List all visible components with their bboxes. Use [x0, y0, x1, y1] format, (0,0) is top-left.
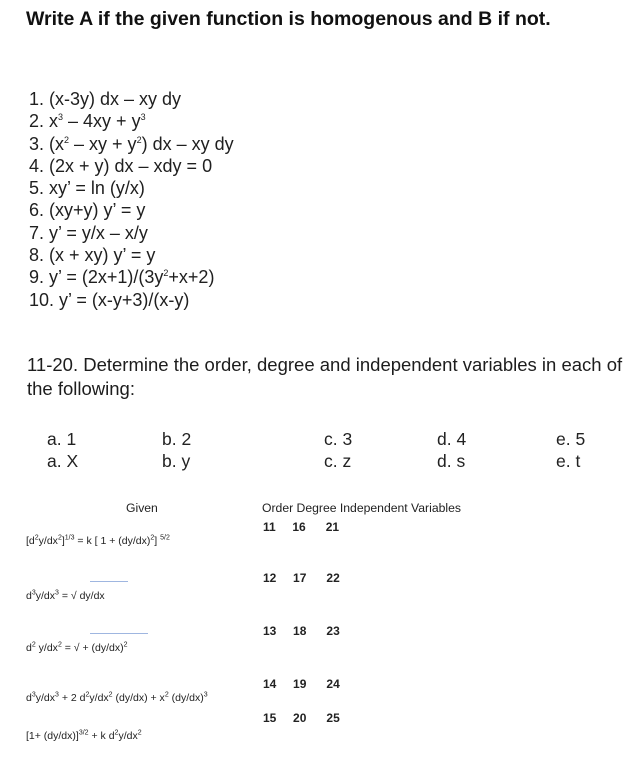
- choice-b: b. 2 b. y: [162, 429, 192, 471]
- choice-d: d. 4 d. s: [437, 429, 467, 471]
- equation-14: $d^3y/dx^3 + 2$ $d^2y/dx^2$ $(dy/dx) + x^2$ $(dy/dx)^3$: [26, 691, 208, 704]
- page-title: Write A if the given function is homogenous and B if not.: [26, 8, 551, 30]
- list-item: 8. (x + xy) y’ = y: [29, 245, 156, 266]
- row-15-numbers: 15 20 25: [263, 711, 340, 725]
- list-item: 9. y’ = $(2x+1)/(3y^2+x+2)$: [29, 267, 215, 288]
- list-item: 4. (2x + y) dx – xdy = 0: [29, 155, 213, 176]
- sqrt-overline: [90, 581, 128, 582]
- list-item: 1. (x-3y) dx – xy dy: [29, 89, 182, 109]
- row-13-numbers: 13 18 23: [263, 624, 340, 638]
- homogeneous-question-list: [29, 88, 234, 311]
- section-heading: 11-20. Determine the order, degree and independent variables in each of the following:: [27, 354, 623, 399]
- choice-a: a. 1 a. X: [47, 429, 79, 471]
- list-item: 10. y’ = (x-y+3)/(x-y): [29, 289, 190, 310]
- row-12-numbers: 12 17 22: [263, 571, 340, 585]
- list-item: 7. y’ = y/x – x/y: [29, 222, 148, 243]
- equation-12: $d^3y/dx^3$ = √ dy/dx: [26, 589, 105, 602]
- equation-13: $d^2$ $y/dx^2$ = √ + $(dy/dx)^2$: [26, 641, 128, 654]
- choice-c: c. 3 c. z: [324, 429, 353, 471]
- given-header: Given: [126, 501, 158, 515]
- sqrt-overline: [90, 633, 148, 634]
- row-11-numbers: 11 16 21: [263, 520, 340, 534]
- list-item: 6. (xy+y) y’ = y: [29, 200, 146, 221]
- faint-divider: [26, 40, 426, 43]
- list-item: 2. $x^3 - 4xy + y^3$: [29, 111, 146, 132]
- row-14-numbers: 14 19 24: [263, 677, 340, 691]
- columns-header: Order Degree Independent Variables: [262, 501, 461, 515]
- equation-15: $[1+ (dy/dx)]^{3/2} + k$ $d^2y/dx^2$: [26, 729, 142, 742]
- list-item: 5. xy’ = ln (y/x): [29, 178, 145, 199]
- choice-e: e. 5 e. t: [556, 429, 586, 471]
- equation-11: $[d^2y/dx^2]^{1/3} = k$ [ $1 + (dy/dx)^2$] $^{5/2}$: [26, 534, 170, 547]
- list-item: 3. ($x^2$ – xy + $y^2$) dx – xy dy: [29, 133, 234, 154]
